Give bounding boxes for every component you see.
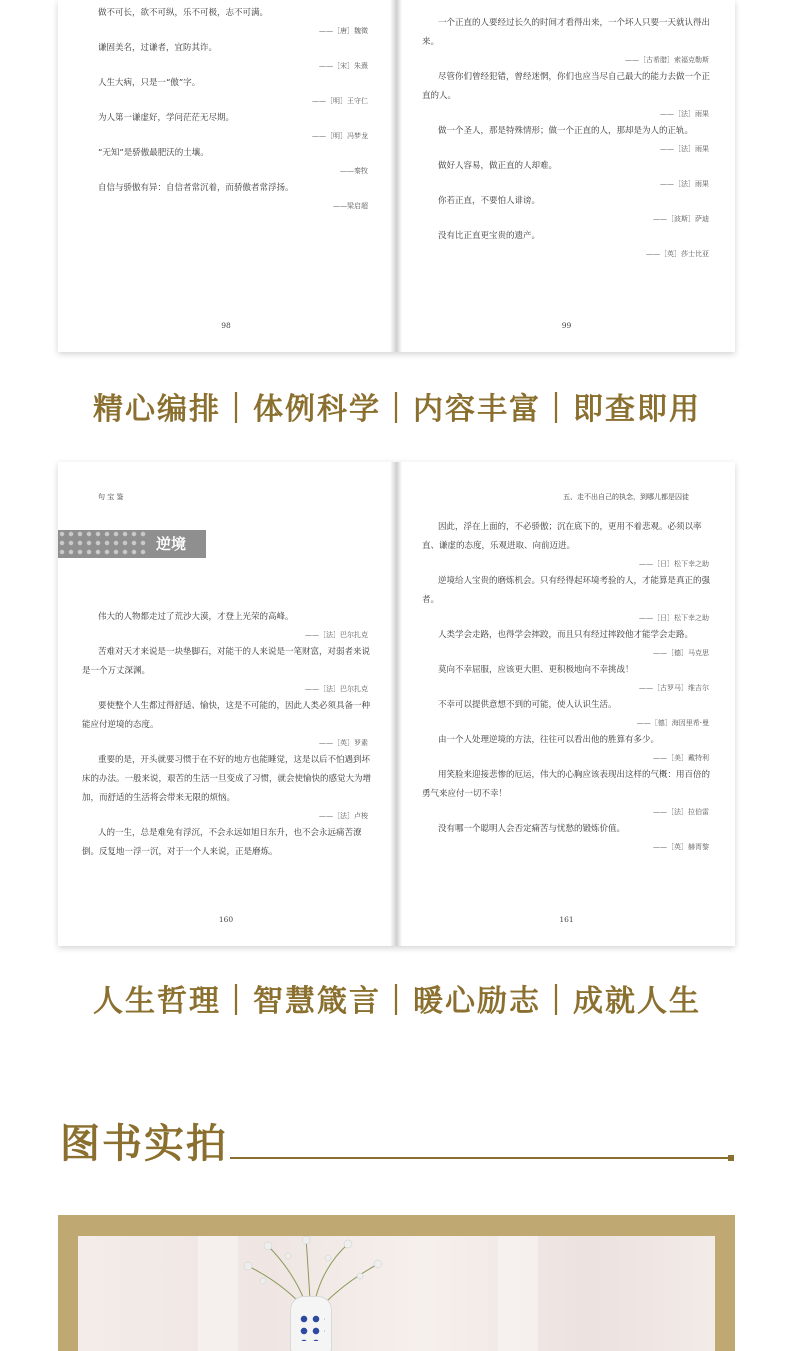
page-161 [398, 462, 735, 946]
right-running-header: 五、走不出自己的执念，到哪儿都是囚徒 [563, 493, 689, 501]
quote-author: ——［法］巴尔扎克 [305, 685, 368, 693]
porcelain-vase [290, 1296, 332, 1351]
quote-text: 谦固美名，过谦者，宜防其诈。 [98, 43, 218, 53]
quote-text: 一个正直的人要经过长久的时间才看得出来，一个坏人只要一天就认得出来。 [422, 18, 711, 47]
quote-text: “无知”是骄傲最肥沃的土壤。 [98, 148, 209, 158]
left-running-header: 句 宝 鉴 [98, 493, 124, 501]
book-gutter [390, 0, 402, 352]
book-gutter [390, 462, 402, 946]
quote-text: 要使整个人生都过得舒适、愉快，这是不可能的，因此人类必须具备一种能应付逆境的态度。 [82, 701, 371, 730]
section-title: 图书实拍 [60, 1120, 228, 1167]
book-spread-1 [58, 0, 735, 352]
quote-author: ——［法］雨果 [660, 145, 709, 153]
slogan-1: 精心编排｜体例科学｜内容丰富｜即查即用 [93, 392, 701, 427]
quote-author: ——［波斯］萨迪 [653, 215, 709, 223]
quote-author: ——［明］冯梦龙 [312, 132, 368, 140]
vase-pattern [297, 1311, 325, 1341]
quote-text: 你若正直，不要怕人诽谤。 [438, 196, 541, 206]
quote-text: 没有比正直更宝贵的遗产。 [438, 231, 541, 241]
quote-text: 做好人容易，做正直的人却难。 [438, 161, 558, 171]
page-99 [398, 0, 735, 352]
section-rule-dot [728, 1155, 734, 1161]
quote-text: 用笑脸来迎接悲惨的厄运，伟大的心胸应该表现出这样的气概：用百倍的勇气来应付一切不幸！ [422, 770, 711, 799]
chapter-title: 逆境 [156, 535, 187, 553]
quote-author: ——［日］松下幸之助 [639, 614, 709, 622]
page-160 [58, 462, 394, 946]
quote-author: ——［德］海因里希·曼 [636, 719, 709, 727]
slogan-2: 人生哲理｜智慧箴言｜暖心励志｜成就人生 [93, 984, 701, 1019]
quote-text: 人的一生，总是难免有浮沉，不会永远如旭日东升，也不会永远痛苦潦倒。反复地一浮一沉，对于一个人来说，正是磨炼。 [82, 828, 362, 857]
section-rule [230, 1157, 730, 1159]
page-number: 98 [221, 321, 231, 330]
quote-author: ——［英］赫胥黎 [653, 843, 709, 851]
quote-text: 人类学会走路，也得学会摔跤，而且只有经过摔跤他才能学会走路。 [438, 630, 694, 640]
quote-text: 逆境给人宝贵的磨炼机会。只有经得起环境考验的人，才能算是真正的强者。 [422, 576, 711, 605]
quote-text: 苦难对天才来说是一块垫脚石，对能干的人来说是一笔财富，对弱者来说是一个万丈深渊。 [82, 647, 371, 676]
floral-pattern [58, 530, 148, 558]
page-number: 99 [561, 321, 572, 330]
quote-author: ——［古罗马］维吉尔 [639, 684, 709, 692]
book-spread-2 [58, 462, 735, 946]
page-number: 160 [218, 915, 234, 924]
quote-list [398, 14, 735, 262]
quote-author: ——［英］莎士比亚 [646, 250, 709, 258]
quote-author: ——［唐］魏徵 [319, 27, 368, 35]
quote-list [58, 608, 394, 862]
quote-author: ——秦牧 [340, 167, 368, 175]
quote-list [398, 518, 735, 855]
quote-author: ——［宋］朱熹 [319, 62, 368, 70]
quote-author: ——［明］王守仁 [312, 97, 368, 105]
quote-text: 没有哪一个聪明人会否定痛苦与忧愁的锻炼价值。 [438, 824, 626, 834]
quote-author: ——［法］拉伯雷 [653, 808, 709, 816]
book-photo [78, 1236, 715, 1351]
quote-author: ——［法］雨果 [660, 180, 709, 188]
quote-author: ——［古希腊］索福克勒斯 [625, 56, 709, 64]
quote-author: ——［德］马克思 [653, 649, 709, 657]
quote-text: 做一个圣人，那是特殊情形；做一个正直的人，那却是为人的正轨。 [438, 126, 694, 136]
quote-author: ——［法］卢梭 [319, 812, 368, 820]
quote-author: ——［美］戴特利 [653, 754, 709, 762]
quote-text: 不幸可以提供意想不到的可能，使人认识生活。 [438, 700, 617, 710]
quote-text: 自信与骄傲有异：自信者常沉着，而骄傲者常浮扬。 [98, 183, 294, 193]
quote-author: ——［法］雨果 [660, 110, 709, 118]
quote-text: 重要的是，开头就要习惯于在不好的地方也能睡觉，这是以后不怕遇到坏床的办法。一般来说，艰苦的生活一旦变成了习惯，就会使愉快的感觉大为增加，而舒适的生活将会带来无限的烦恼。 [82, 755, 372, 803]
quote-author: ——梁启超 [333, 202, 368, 210]
quote-text: 莫向不幸屈服，应该更大胆、更积极地向不幸挑战！ [438, 665, 634, 675]
quote-author: ——［法］巴尔扎克 [305, 631, 368, 639]
quote-text: 因此，浮在上面的，不必骄傲；沉在底下的，更用不着悲观。必须以率直、谦虚的态度，乐观进取、向前迈进。 [422, 522, 702, 551]
curtain-fold [498, 1236, 538, 1351]
quote-author: ——［英］罗素 [319, 739, 368, 747]
quote-text: 做不可长，欲不可纵，乐不可极，志不可满。 [98, 8, 269, 18]
quote-text: 尽管你们曾经犯错，曾经迷惘，你们也应当尽自己最大的能力去做一个正直的人。 [422, 72, 711, 101]
quote-author: ——［日］松下幸之助 [639, 560, 709, 568]
quote-text: 伟大的人物都走过了荒沙大漠，才登上光荣的高峰。 [98, 612, 294, 622]
chapter-banner [58, 530, 206, 558]
quote-text: 人生大病，只是一“傲”字。 [98, 78, 201, 88]
quote-list [58, 4, 394, 214]
page-98 [58, 0, 394, 352]
quote-text: 为人第一谦虚好，学问茫茫无尽期。 [98, 113, 235, 123]
page-number: 161 [559, 915, 574, 924]
quote-text: 由一个人处理逆境的方法，往往可以看出他的胜算有多少。 [438, 735, 660, 745]
